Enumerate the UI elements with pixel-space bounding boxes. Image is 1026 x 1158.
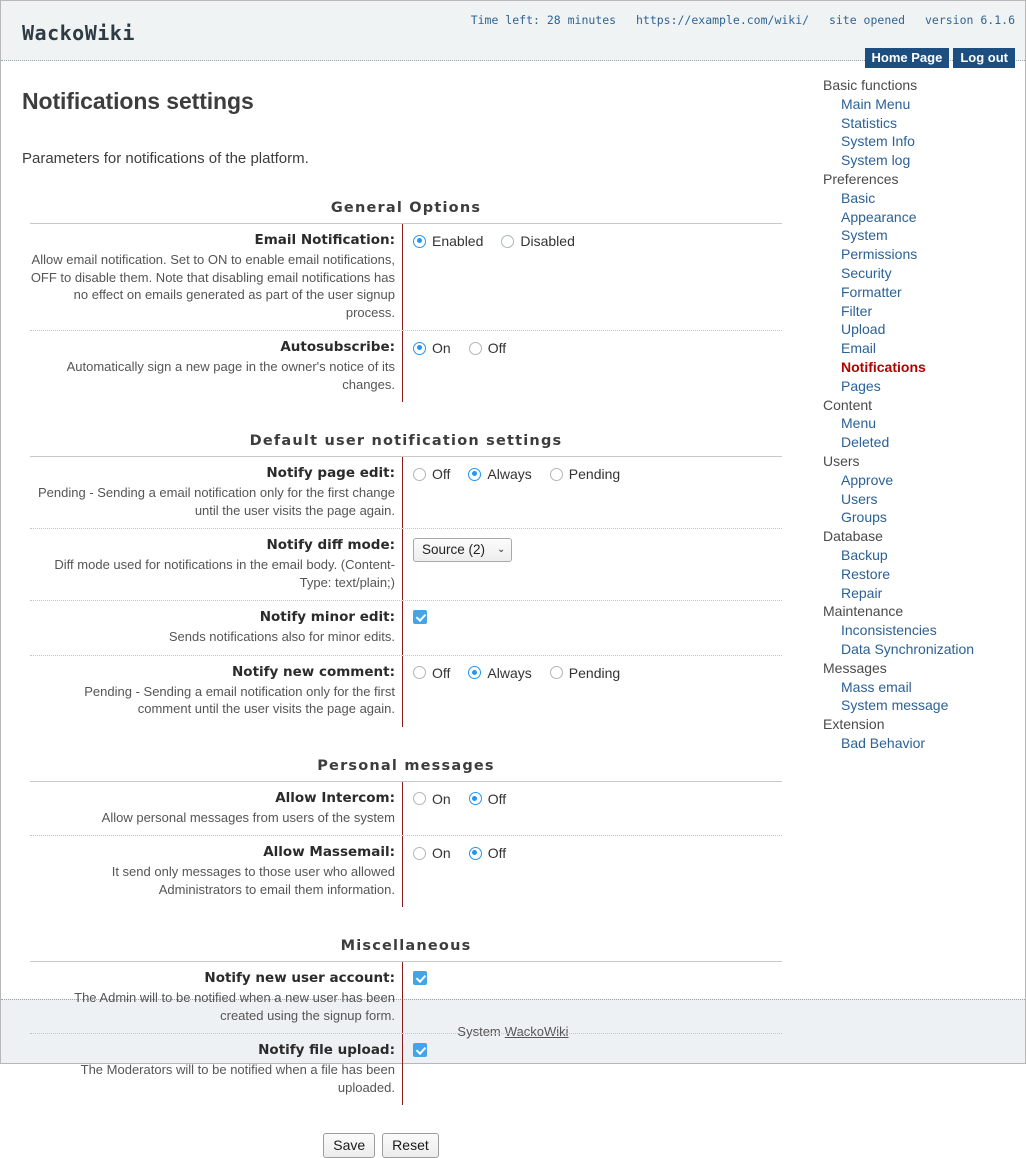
radio-option[interactable]	[550, 466, 620, 482]
sidebar-group-messages: Messages	[823, 659, 887, 676]
settings-row	[30, 601, 782, 656]
setting-description: Pending - Sending a email notification only for the first comment until the user visits the page again.	[84, 683, 395, 716]
sidebar-item-deleted[interactable]: Deleted	[841, 434, 890, 451]
radio-selected-icon[interactable]	[468, 468, 481, 481]
settings-form	[30, 194, 782, 1105]
section-title: Miscellaneous	[30, 932, 782, 962]
radio-option[interactable]	[413, 466, 450, 482]
settings-row	[30, 457, 782, 529]
setting-label-cell	[30, 224, 403, 330]
setting-label-cell	[30, 782, 403, 836]
setting-description: The Admin will to be notified when a new user has been created using the signup form.	[74, 990, 395, 1023]
radio-option[interactable]	[413, 340, 451, 356]
sidebar-item-mass-email[interactable]: Mass email	[841, 678, 912, 695]
setting-label: Email Notification:	[254, 232, 395, 248]
radio-unselected-icon[interactable]	[413, 847, 426, 860]
sidebar-item-security[interactable]: Security	[841, 264, 892, 281]
sidebar-group-content: Content	[823, 396, 873, 413]
setting-label-cell	[30, 331, 403, 402]
footer-prefix: System	[457, 1024, 501, 1039]
sidebar-item-basic[interactable]: Basic	[841, 189, 876, 206]
setting-label: Notify new user account:	[204, 970, 395, 986]
setting-control-cell	[403, 782, 782, 836]
sidebar-item-appearance[interactable]: Appearance	[841, 208, 917, 225]
setting-control-cell	[403, 962, 782, 1033]
logout-button[interactable]: Log out	[953, 48, 1015, 68]
sidebar-item-filter[interactable]: Filter	[841, 302, 873, 319]
setting-description: It send only messages to those user who allowed Administrators to email them information.	[111, 864, 395, 897]
radio-group	[413, 845, 782, 861]
settings-section	[30, 427, 782, 727]
radio-option-label: On	[432, 340, 451, 356]
home-page-button[interactable]: Home Page	[865, 48, 950, 68]
sidebar-item-bad-behavior[interactable]: Bad Behavior	[841, 734, 926, 751]
checkbox-checked-icon[interactable]	[413, 610, 427, 624]
site-url: https://example.com/wiki/	[635, 13, 810, 27]
setting-label: Notify page edit:	[266, 465, 395, 481]
sidebar-group-database: Database	[823, 528, 883, 545]
section-spacer	[30, 727, 782, 752]
section-spacer	[30, 402, 782, 427]
setting-control-cell	[403, 529, 782, 600]
radio-group	[413, 665, 782, 681]
settings-section	[30, 932, 782, 1105]
main-content	[1, 61, 807, 1158]
footer-wackowiki-link[interactable]: WackoWiki	[504, 1024, 569, 1039]
radio-option[interactable]	[469, 845, 506, 861]
setting-description: Sends notifications also for minor edits.	[168, 629, 395, 644]
radio-option-label: Off	[487, 790, 507, 807]
setting-description: Automatically sign a new page in the owner's notice of its changes.	[66, 359, 395, 392]
radio-option[interactable]	[468, 665, 531, 681]
sidebar-group-users: Users	[823, 452, 860, 469]
sidebar-item-backup[interactable]: Backup	[841, 546, 888, 563]
sidebar-item-permissions[interactable]: Permissions	[841, 246, 918, 263]
sidebar-item-main-menu[interactable]: Main Menu	[841, 95, 911, 112]
sidebar-group-basic-functions: Basic functions	[823, 77, 918, 93]
sidebar-item-formatter[interactable]: Formatter	[841, 283, 902, 300]
diff-mode-select[interactable]	[413, 538, 512, 562]
sidebar-item-repair[interactable]: Repair	[841, 584, 883, 601]
setting-label-cell	[30, 601, 403, 655]
sidebar-item-upload[interactable]: Upload	[841, 321, 886, 338]
sidebar-item-data-synchronization[interactable]: Data Synchronization	[841, 640, 975, 657]
sidebar-item-email[interactable]: Email	[841, 340, 877, 357]
radio-selected-icon[interactable]	[469, 792, 482, 805]
page-intro: Parameters for notifications of the platform.	[22, 150, 309, 167]
radio-unselected-icon[interactable]	[469, 342, 482, 355]
sidebar-item-system[interactable]: System	[841, 227, 888, 244]
site-header	[1, 1, 1025, 65]
radio-option-label: Pending	[568, 466, 621, 482]
sidebar-item-restore[interactable]: Restore	[841, 565, 891, 582]
radio-option-label: Off	[432, 664, 451, 681]
settings-section	[30, 752, 782, 908]
sidebar-item-users[interactable]: Users	[841, 490, 878, 507]
radio-option[interactable]	[469, 340, 506, 356]
setting-label: Autosubscribe:	[280, 339, 395, 355]
sidebar-item-pages[interactable]: Pages	[841, 377, 881, 394]
setting-label-cell	[30, 1034, 403, 1105]
setting-label-cell	[30, 962, 403, 1033]
settings-row	[30, 1034, 782, 1105]
radio-unselected-icon[interactable]	[413, 666, 426, 679]
reset-button[interactable]: Reset	[382, 1133, 439, 1158]
radio-option-label: Always	[487, 466, 532, 482]
select-value: Source (2)	[422, 542, 486, 557]
setting-control-cell	[403, 1034, 782, 1105]
radio-group	[413, 233, 782, 249]
radio-option[interactable]	[413, 665, 450, 681]
setting-label: Allow Massemail:	[263, 844, 395, 860]
setting-control-cell	[403, 836, 782, 907]
setting-label: Notify new comment:	[232, 663, 395, 680]
radio-unselected-icon[interactable]	[413, 792, 426, 805]
settings-row	[30, 529, 782, 601]
setting-description: Allow personal messages from users of the system	[101, 809, 395, 825]
radio-option[interactable]	[469, 791, 506, 807]
sidebar-group-preferences: Preferences	[823, 170, 899, 187]
radio-unselected-icon[interactable]	[413, 468, 426, 481]
setting-control-cell	[403, 457, 782, 528]
sidebar-item-notifications[interactable]: Notifications	[841, 358, 926, 375]
site-logo: WackoWiki	[22, 21, 135, 45]
settings-row	[30, 656, 782, 727]
radio-option-label: Off	[432, 466, 451, 482]
radio-unselected-icon[interactable]	[550, 468, 563, 481]
section-spacer	[30, 907, 782, 932]
radio-option-label: Always	[487, 664, 532, 681]
radio-option-label: On	[432, 845, 451, 861]
setting-description: Diff mode used for notifications in the email body. (Content-Type: text/plain;)	[54, 557, 395, 590]
setting-label-cell	[30, 457, 403, 528]
setting-label: Notify minor edit:	[259, 609, 395, 625]
radio-group	[413, 340, 782, 356]
page-title: Notifications settings	[22, 88, 254, 114]
save-button[interactable]: Save	[323, 1133, 375, 1158]
sidebar-item-system-message[interactable]: System message	[841, 697, 949, 714]
radio-option-label: On	[432, 790, 451, 807]
sidebar-group-maintenance: Maintenance	[823, 603, 904, 620]
sidebar-item-system-info[interactable]: System Info	[841, 133, 915, 150]
sidebar-item-system-log[interactable]: System log	[841, 152, 911, 169]
radio-option[interactable]	[468, 466, 531, 482]
radio-group	[413, 791, 782, 807]
sidebar-item-groups[interactable]: Groups	[841, 509, 887, 526]
radio-selected-icon[interactable]	[469, 847, 482, 860]
site-status: site opened	[828, 13, 906, 27]
setting-label: Notify file upload:	[258, 1042, 395, 1058]
settings-row	[30, 836, 782, 907]
form-buttons	[1, 1133, 807, 1158]
radio-option-label: Disabled	[520, 233, 575, 249]
radio-selected-icon[interactable]	[413, 235, 426, 248]
admin-sidebar	[807, 61, 1025, 753]
sidebar-group-extension: Extension	[823, 716, 885, 733]
chevron-down-icon: ⌄	[497, 543, 506, 555]
radio-unselected-icon[interactable]	[550, 666, 563, 679]
sidebar-item-menu[interactable]: Menu	[841, 415, 877, 432]
setting-label: Allow Intercom:	[275, 789, 395, 806]
settings-row	[30, 962, 782, 1034]
header-status-info	[471, 13, 1015, 27]
radio-group	[413, 466, 782, 482]
radio-option-label: Off	[487, 340, 507, 356]
setting-control-cell	[403, 601, 782, 655]
setting-control-cell	[403, 656, 782, 727]
setting-description: Allow email notification. Set to ON to enable email notifications, OFF to disable them. Note that disabling email notifications has no effect on emails generated as part of the user signup process.	[30, 252, 395, 320]
settings-row	[30, 331, 782, 402]
radio-selected-icon[interactable]	[413, 342, 426, 355]
setting-label-cell	[30, 656, 403, 727]
setting-description: The Moderators will to be notified when a file has been uploaded.	[80, 1062, 395, 1095]
radio-selected-icon[interactable]	[468, 666, 481, 679]
checkbox-checked-icon[interactable]	[413, 1043, 427, 1057]
radio-unselected-icon[interactable]	[501, 235, 514, 248]
setting-description: Pending - Sending a email notification only for the first change until the user visits the page again.	[38, 485, 395, 518]
sidebar-item-statistics[interactable]: Statistics	[841, 114, 898, 131]
setting-label: Notify diff mode:	[266, 537, 395, 553]
setting-label-cell	[30, 529, 403, 600]
radio-option[interactable]	[550, 665, 620, 681]
sidebar-item-approve[interactable]: Approve	[841, 471, 894, 488]
settings-section	[30, 194, 782, 402]
section-title: Personal messages	[30, 752, 782, 782]
sidebar-item-inconsistencies[interactable]: Inconsistencies	[841, 622, 937, 639]
radio-option-label: Pending	[568, 664, 621, 681]
setting-label-cell	[30, 836, 403, 907]
section-title: Default user notification settings	[30, 427, 782, 457]
setting-control-cell	[403, 224, 782, 330]
settings-row	[30, 782, 782, 837]
radio-option[interactable]	[413, 791, 451, 807]
checkbox-checked-icon[interactable]	[413, 971, 427, 985]
radio-option-label: Off	[487, 845, 507, 861]
settings-row	[30, 224, 782, 331]
radio-option-label: Enabled	[432, 233, 484, 249]
session-time-left: Time left: 28 minutes	[470, 13, 617, 27]
section-title: General Options	[30, 194, 782, 224]
radio-option[interactable]	[413, 233, 483, 249]
setting-control-cell	[403, 331, 782, 402]
site-version: version 6.1.6	[924, 13, 1015, 27]
radio-option[interactable]	[501, 233, 574, 249]
radio-option[interactable]	[413, 845, 451, 861]
